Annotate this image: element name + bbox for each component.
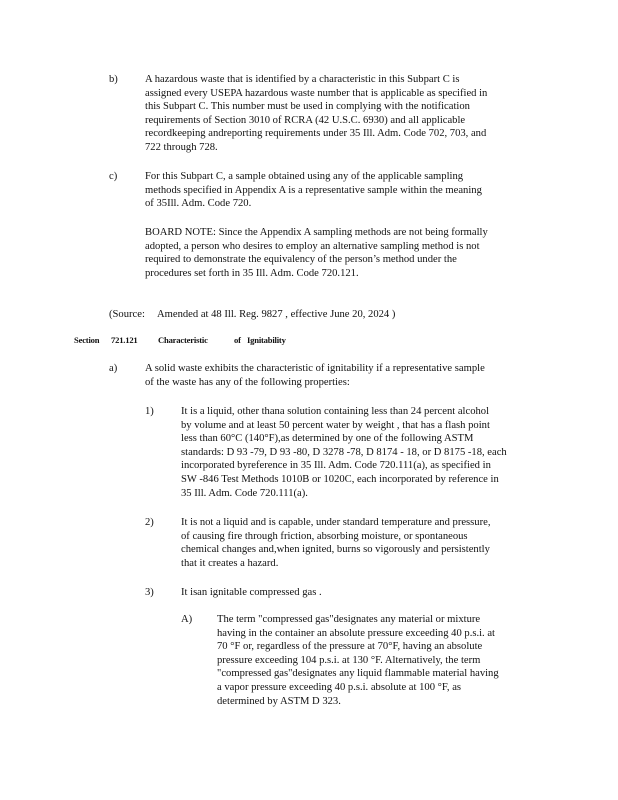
sub1-text [181,405,507,500]
sub1-label: 1) [145,406,154,417]
section-word: Section [74,335,100,345]
item-b-line: A hazardous waste that is identified by a characteristic in this Subpart C is [145,74,460,85]
sub1-line: by volume and at least 50 percent water by weight , that has a flash point [181,419,490,431]
sub1-line: incorporated byreference in 35 Ill. Adm. Code 720.111(a), as specified in [181,460,491,472]
sub1-line: less than 60°C (140°F),as determined by one of the following ASTM [181,433,474,445]
sub3-text [181,586,322,600]
board-note [145,226,488,280]
sub2-line: of causing fire through friction, absorbing moisture, or spontaneous [181,530,468,542]
subA-line: pressure exceeding 104 p.s.i. at 130 °F. Alternatively, the term [217,654,481,666]
item-a-label: a) [109,363,118,374]
sub1-line: It is a liquid, other thana solution containing less than 24 percent alcohol [181,406,490,417]
item-b-line: this Subpart C. This number must be used in complying with the notification [145,101,470,113]
sub1-line: 35 Ill. Adm. Code 720.111(a). [181,487,308,499]
sub2-line: chemical changes and,when ignited, burns so vigorously and persistently [181,544,490,556]
source-label: (Source: [109,309,145,320]
source-text: Amended at 48 Ill. Reg. 9827 , effective June 20, 2024 ) [157,309,396,320]
item-b-line: 722 through 728. [145,141,218,153]
item-c-text [145,170,482,211]
sub1-line: standards: D 93 -79, D 93 -80, D 3278 -78, D 8174 - 18, or D 8175 -18, each [181,446,507,458]
sub3-line: It isan ignitable compressed gas . [181,587,322,598]
board-note-line: procedures set forth in 35 Ill. Adm. Code 720.121. [145,267,359,279]
section-title-part: Characteristic [158,335,208,345]
subA-text [217,613,499,708]
item-c-line: methods specified in Appendix A is a representative sample within the meaning [145,184,482,196]
item-a-line: of the waste has any of the following properties: [145,376,350,388]
subA-label: A) [181,614,193,625]
subA-line: "compressed gas"designates any liquid flammable material having [217,668,499,680]
sub2-text [181,516,490,570]
item-b-line: recordkeeping andreporting requirements under 35 Ill. Adm. Code 702, 703, and [145,128,487,140]
item-c-line: of 35Ill. Adm. Code 720. [145,198,252,210]
subA-line: 70 °F or, regardless of the pressure at 70°F, having an absolute [217,641,483,653]
board-note-line: BOARD NOTE: Since the Appendix A sampling methods are not being formally [145,227,488,238]
item-a-line: A solid waste exhibits the characteristic of ignitability if a representative sample [145,363,485,374]
item-c-line: For this Subpart C, a sample obtained using any of the applicable sampling [145,171,464,182]
item-c-label: c) [109,171,118,182]
subA-line: The term "compressed gas"designates any material or mixture [217,614,481,625]
sub2-line: It is not a liquid and is capable, under standard temperature and pressure, [181,517,491,528]
item-b-line: requirements of Section 3010 of RCRA (42 U.S.C. 6930) and all applicable [145,114,466,126]
subA-line: determined by ASTM D 323. [217,695,341,707]
board-note-line: required to demonstrate the equivalency of the person’s method under the [145,254,457,266]
section-title-part: of [234,335,241,345]
section-title-part: Ignitability [247,335,286,345]
item-b-line: assigned every USEPA hazardous waste number that is applicable as specified in [145,87,488,99]
board-note-line: adopted, a person who desires to employ an alternative sampling method is not [145,240,480,252]
subA-line: a vapor pressure exceeding 40 p.s.i. absolute at 100 °F, as [217,681,462,693]
item-a-text [145,362,485,389]
item-b-text [145,73,487,155]
sub3-label: 3) [145,587,154,598]
section-number: 721.121 [111,335,138,345]
sub1-line: SW -846 Test Methods 1010B or 1020C, each incorporated by reference in [181,473,499,485]
sub2-line: that it creates a hazard. [181,557,279,569]
item-b-label: b) [109,74,118,85]
sub2-label: 2) [145,517,154,528]
subA-line: having in the container an absolute pressure exceeding 40 p.s.i. at [217,627,495,639]
